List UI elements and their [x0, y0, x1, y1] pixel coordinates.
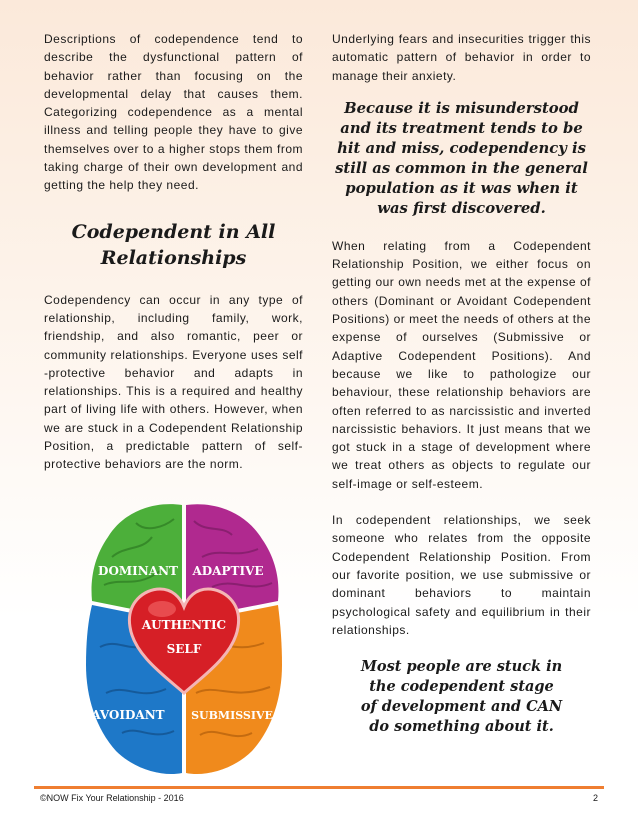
section-heading: Codependent in All Relationships [71, 220, 276, 269]
footer-rule [34, 786, 604, 789]
label-self: SELF [166, 642, 202, 656]
footer-copyright: ©NOW Fix Your Relationship - 2016 [40, 793, 184, 803]
label-authentic: AUTHENTIC [141, 618, 227, 632]
fears-paragraph: Underlying fears and insecurities trigger this automatic pattern of behavior in order to manage their anxiety. [332, 32, 591, 83]
relationship-position-paragraph: When relating from a Codependent Relationship Position, we either focus on getting our own needs met at the expense of others (Dominant or Avoidant Codependent Positions) or meet the needs of others at the expense of ourselves (Submissive or Adaptive Codependent Positions). And because we like to pathologize our behaviour, these relationship behaviors are often referred to as narcissistic and inverted narcissistic behaviors. It just means that we got stuck in a stage of development where we treat others as objects to regulate our self-image or self-esteem. [332, 238, 591, 491]
label-adaptive: ADAPTIVE [192, 564, 264, 578]
label-submissive: SUBMISSIVE [191, 709, 273, 722]
pull-quote-misunderstood: Because it is misunderstood and its treatment tends to be hit and miss, codependency is still as common in the general population as it was when it was first discovered. [335, 99, 588, 217]
pull-quote-stuck: Most people are stuck in the codependent stage of development and CAN do something about it. [360, 658, 563, 736]
brain-illustration [82, 497, 286, 777]
codependency-paragraph: Codependency can occur in any type of relationship, including family, work, friendship, and also romantic, peer or community relationships. Everyone uses self -protective behavior and adapts in relationships. This is a required and healthy part of living life with others. However, when we are stuck in a Codependent Relationship Position, a predictable pattern of self-protective behaviors are the norm. [44, 292, 303, 472]
left-column [44, 30, 303, 474]
intro-paragraph: Descriptions of codependence tend to describe the dysfunctional pattern of behavior rather than focusing on the developmental delay that causes them. Categorizing codependence as a mental illness and telling people they have to give themselves over to a higher stops them from taking charge of their own development and getting the help they need. [44, 32, 303, 193]
page-number: 2 [592, 793, 598, 803]
label-avoidant: AVOIDANT [91, 708, 165, 722]
right-column [332, 30, 591, 737]
label-dominant: DOMINANT [98, 564, 178, 578]
codependent-relationships-paragraph: In codependent relationships, we seek someone who relates from the opposite Codependent Relationship Position. From our favorite position, we use submissive or dominant behaviors to maintain psychological safety and equilibrium in their relationships. [332, 513, 591, 637]
